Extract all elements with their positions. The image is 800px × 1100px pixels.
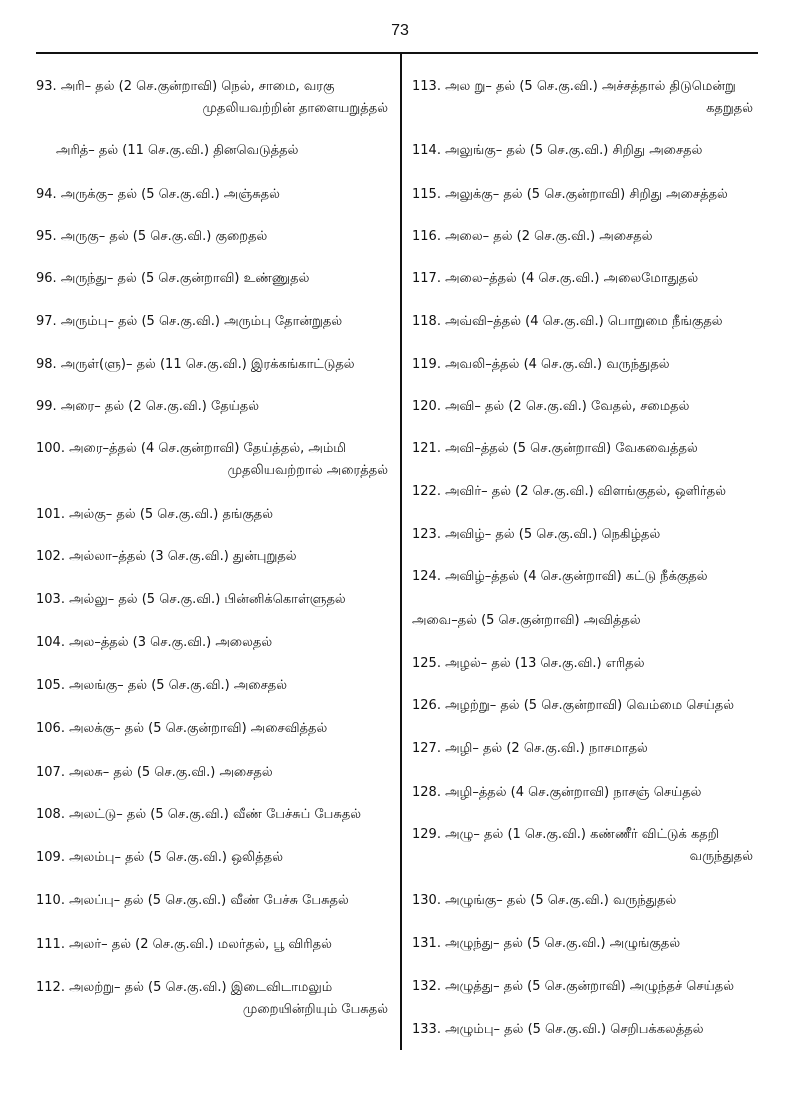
dictionary-entry: [36, 438, 392, 482]
entry-line: [36, 187, 280, 202]
entry-number: 126.: [412, 698, 446, 713]
entry-text: அழி– தல் (2 செ.கு.வி.) நாசமாதல்: [445, 741, 648, 756]
entry-continuation: வருந்துதல்: [689, 849, 753, 864]
entry-number: 101.: [36, 507, 70, 522]
dictionary-entry: [412, 396, 757, 418]
dictionary-entry: [36, 396, 392, 418]
entry-number: 123.: [412, 527, 446, 542]
entry-number: 113.: [412, 79, 446, 94]
dictionary-entry: [412, 933, 757, 955]
entry-number: 96.: [36, 271, 61, 286]
entry-number: 107.: [36, 765, 70, 780]
entry-line: [412, 656, 645, 671]
entry-continuation: முதலியவற்றின் தாளையறுத்தல்: [202, 101, 388, 116]
entry-text: அலங்கு– தல் (5 செ.கு.வி.) அசைதல்: [69, 678, 288, 693]
dictionary-entry: [412, 140, 757, 162]
dictionary-entry: [412, 481, 757, 503]
dictionary-entry: [36, 804, 392, 826]
entry-text: அழுத்து– தல் (5 செ.குன்றாவி) அழுந்தச் செய்தல்: [445, 979, 735, 994]
dictionary-entry: [36, 675, 392, 697]
entry-number: 93.: [36, 79, 61, 94]
entry-continuation: முதலியவற்றால் அரைத்தல்: [227, 463, 388, 478]
entry-number: 129.: [412, 827, 446, 842]
entry-text: அல்லா–த்தல் (3 செ.கு.வி.) துன்புறுதல்: [69, 549, 297, 564]
entry-text: அரித்– தல் (11 செ.கு.வி.) தினவெடுத்தல்: [56, 143, 299, 158]
dictionary-entry: [412, 76, 757, 120]
entry-line: [36, 678, 287, 693]
entry-text: அழுங்கு– தல் (5 செ.கு.வி.) வருந்துதல்: [445, 893, 677, 908]
dictionary-entry: [412, 653, 757, 675]
dictionary-entry: [36, 76, 392, 120]
entry-line: [36, 549, 297, 564]
entry-text: அழல்– தல் (13 செ.கு.வி.) எரிதல்: [445, 656, 645, 671]
entry-line: [412, 893, 676, 908]
entry-line: [36, 399, 259, 414]
entry-line: [412, 399, 689, 414]
entry-number: 122.: [412, 484, 446, 499]
entry-text: அவி–த்தல் (5 செ.குன்றாவி) வேகவைத்தல்: [445, 441, 698, 456]
entry-number: 127.: [412, 741, 446, 756]
entry-text: அலர்– தல் (2 செ.கு.வி.) மலர்தல், பூ விரிதல்: [69, 937, 332, 952]
dictionary-entry: [412, 226, 757, 248]
entry-line: [412, 484, 726, 499]
entry-number: 112.: [36, 980, 70, 995]
entry-text: அலுக்கு– தல் (5 செ.குன்றாவி) சிறிது அசைத்தல்: [445, 187, 728, 202]
entry-line: [36, 441, 346, 456]
entry-line: [56, 143, 298, 158]
entry-number: 110.: [36, 893, 70, 908]
entry-line: [412, 441, 698, 456]
entry-continuation: கதறுதல்: [706, 101, 753, 116]
dictionary-entry: [36, 226, 392, 248]
dictionary-entry: [412, 184, 757, 206]
dictionary-entry: [36, 847, 392, 869]
entry-line: [412, 979, 734, 994]
entry-line: [36, 79, 334, 94]
entry-text: அலற்று– தல் (5 செ.கு.வி.) இடைவிடாமலும்: [69, 980, 333, 995]
entry-line: [412, 827, 719, 842]
entry-number: 94.: [36, 187, 61, 202]
entry-text: அலக்கு– தல் (5 செ.குன்றாவி) அசைவித்தல்: [69, 721, 328, 736]
dictionary-entry: [412, 354, 757, 376]
entry-line: [412, 187, 728, 202]
entry-text: அலுங்கு– தல் (5 செ.கு.வி.) சிறிது அசைதல்: [445, 143, 703, 158]
dictionary-entry: [412, 738, 757, 760]
entry-number: 99.: [36, 399, 61, 414]
entry-number: 102.: [36, 549, 70, 564]
dictionary-entry: [412, 976, 757, 998]
entry-number: 108.: [36, 807, 70, 822]
entry-number: 109.: [36, 850, 70, 865]
entry-line: [36, 271, 309, 286]
dictionary-entry: [36, 977, 392, 1021]
dictionary-entry: [36, 890, 392, 912]
entry-number: 133.: [412, 1022, 446, 1037]
entry-text: அழற்று– தல் (5 செ.குன்றாவி) வெம்மை செய்தல்: [445, 698, 735, 713]
entry-text: அல்லு– தல் (5 செ.கு.வி.) பின்னிக்கொள்ளுதல்: [69, 592, 346, 607]
entry-line: [412, 357, 670, 372]
entry-text: அவை–தல் (5 செ.குன்றாவி) அவித்தல்: [412, 613, 641, 628]
entry-number: 130.: [412, 893, 446, 908]
dictionary-entry: [36, 934, 392, 956]
entry-text: அழி–த்தல் (4 செ.குன்றாவி) நாசஞ் செய்தல்: [445, 785, 702, 800]
entry-number: 132.: [412, 979, 446, 994]
entry-line: [412, 314, 723, 329]
entry-text: அரை–த்தல் (4 செ.குன்றாவி) தேய்த்தல், அம்மி: [69, 441, 347, 456]
entry-text: அருக்கு– தல் (5 செ.கு.வி.) அஞ்சுதல்: [60, 187, 280, 202]
entry-text: அல்கு– தல் (5 செ.கு.வி.) தங்குதல்: [69, 507, 274, 522]
entry-line: [36, 721, 327, 736]
entry-number: 104.: [36, 635, 70, 650]
dictionary-entry: [412, 1019, 757, 1041]
entry-line: [36, 893, 349, 908]
dictionary-entry: [412, 890, 757, 912]
dictionary-entry: [36, 354, 392, 376]
entry-line: [36, 765, 273, 780]
entry-text: அரி– தல் (2 செ.குன்றாவி) நெல், சாமை, வரகு: [60, 79, 335, 94]
entry-text: அருகு– தல் (5 செ.கு.வி.) குறைதல்: [60, 229, 268, 244]
entry-line: [36, 314, 342, 329]
entry-text: அலை–த்தல் (4 செ.கு.வி.) அலைமோதுதல்: [445, 271, 699, 286]
entry-line: [36, 357, 355, 372]
dictionary-entry: [412, 268, 757, 290]
entry-text: அலட்டு– தல் (5 செ.கு.வி.) வீண் பேச்சுப் பேசுதல்: [69, 807, 362, 822]
entry-line: [412, 569, 708, 584]
dictionary-entry: [412, 438, 757, 460]
entry-number: 121.: [412, 441, 446, 456]
entry-text: அருந்து– தல் (5 செ.குன்றாவி) உண்ணுதல்: [60, 271, 310, 286]
entry-line: [36, 229, 267, 244]
entry-number: 98.: [36, 357, 61, 372]
entry-line: [36, 592, 346, 607]
dictionary-entry: [412, 824, 757, 868]
entry-line: [412, 271, 698, 286]
dictionary-entry: [412, 782, 757, 804]
entry-number: 131.: [412, 936, 446, 951]
entry-text: அவலி–த்தல் (4 செ.கு.வி.) வருந்துதல்: [445, 357, 670, 372]
entry-number: 125.: [412, 656, 446, 671]
entry-text: அலம்பு– தல் (5 செ.கு.வி.) ஒலித்தல்: [69, 850, 283, 865]
dictionary-entry: [412, 311, 757, 333]
entry-line: [412, 79, 736, 94]
dictionary-entry: [412, 566, 757, 588]
dictionary-entry: [36, 589, 392, 611]
entry-line: [36, 635, 272, 650]
entry-number: 111.: [36, 937, 70, 952]
entry-number: 120.: [412, 399, 446, 414]
entry-line: [412, 936, 680, 951]
entry-text: அல–த்தல் (3 செ.கு.வி.) அலைதல்: [69, 635, 273, 650]
dictionary-entry: [36, 504, 392, 526]
entry-text: அவிர்– தல் (2 செ.கு.வி.) விளங்குதல், ஒளிர்தல்: [445, 484, 727, 499]
entry-line: [412, 613, 641, 628]
entry-number: 95.: [36, 229, 61, 244]
entry-line: [36, 937, 332, 952]
dictionary-entry: [36, 268, 392, 290]
entry-continuation: முறையின்றியும் பேசுதல்: [242, 1002, 388, 1017]
entry-number: 103.: [36, 592, 70, 607]
entry-number: 105.: [36, 678, 70, 693]
page-number: 73: [391, 22, 409, 39]
entry-line: [412, 1022, 704, 1037]
dictionary-entry: [36, 762, 392, 784]
entry-line: [36, 850, 283, 865]
entry-text: அவிழ்–த்தல் (4 செ.குன்றாவி) கட்டு நீக்குதல்: [445, 569, 708, 584]
entry-number: 124.: [412, 569, 446, 584]
entry-text: அலசு– தல் (5 செ.கு.வி.) அசைதல்: [69, 765, 273, 780]
entry-number: 119.: [412, 357, 446, 372]
dictionary-entry: [412, 610, 757, 632]
entry-line: [412, 741, 648, 756]
entry-text: அலப்பு– தல் (5 செ.கு.வி.) வீண் பேச்சு பேசுதல்: [69, 893, 349, 908]
dictionary-entry: [36, 632, 392, 654]
entry-line: [412, 785, 701, 800]
entry-number: 106.: [36, 721, 70, 736]
entry-line: [412, 698, 734, 713]
dictionary-entry: [36, 546, 392, 568]
entry-text: அவ்வி–த்தல் (4 செ.கு.வி.) பொறுமை நீங்குதல்: [445, 314, 723, 329]
dictionary-entry: [412, 695, 757, 717]
entry-text: அழும்பு– தல் (5 செ.கு.வி.) செறிபக்கலத்தல்: [445, 1022, 704, 1037]
entry-number: 97.: [36, 314, 61, 329]
entry-line: [412, 527, 660, 542]
top-rule: [36, 52, 758, 54]
dictionary-entry: [36, 718, 392, 740]
dictionary-entry: [36, 184, 392, 206]
column-divider: [400, 54, 402, 1050]
entry-line: [412, 143, 702, 158]
entry-text: அரை– தல் (2 செ.கு.வி.) தேய்தல்: [60, 399, 260, 414]
entry-text: அலை– தல் (2 செ.கு.வி.) அசைதல்: [445, 229, 653, 244]
entry-number: 117.: [412, 271, 446, 286]
entry-text: அரும்பு– தல் (5 செ.கு.வி.) அரும்பு தோன்றுதல்: [60, 314, 343, 329]
dictionary-entry: [36, 140, 392, 162]
entry-line: [36, 980, 332, 995]
entry-line: [36, 507, 273, 522]
entry-number: 114.: [412, 143, 446, 158]
entry-number: 118.: [412, 314, 446, 329]
entry-number: 100.: [36, 441, 70, 456]
entry-text: அவி– தல் (2 செ.கு.வி.) வேதல், சமைதல்: [445, 399, 690, 414]
entry-number: 115.: [412, 187, 446, 202]
entry-text: அழு– தல் (1 செ.கு.வி.) கண்ணீர் விட்டுக் கதறி: [445, 827, 719, 842]
dictionary-entry: [412, 524, 757, 546]
dictionary-entry: [36, 311, 392, 333]
entry-line: [412, 229, 653, 244]
entry-text: அவிழ்– தல் (5 செ.கு.வி.) நெகிழ்தல்: [445, 527, 661, 542]
entry-text: அருள்(ளு)– தல் (11 செ.கு.வி.) இரக்கங்காட்டுதல்: [60, 357, 355, 372]
entry-text: அழுந்து– தல் (5 செ.கு.வி.) அழுங்குதல்: [445, 936, 681, 951]
entry-text: அல று– தல் (5 செ.கு.வி.) அச்சத்தால் திடுமென்று: [445, 79, 736, 94]
entry-number: 128.: [412, 785, 446, 800]
entry-number: 116.: [412, 229, 446, 244]
entry-line: [36, 807, 361, 822]
